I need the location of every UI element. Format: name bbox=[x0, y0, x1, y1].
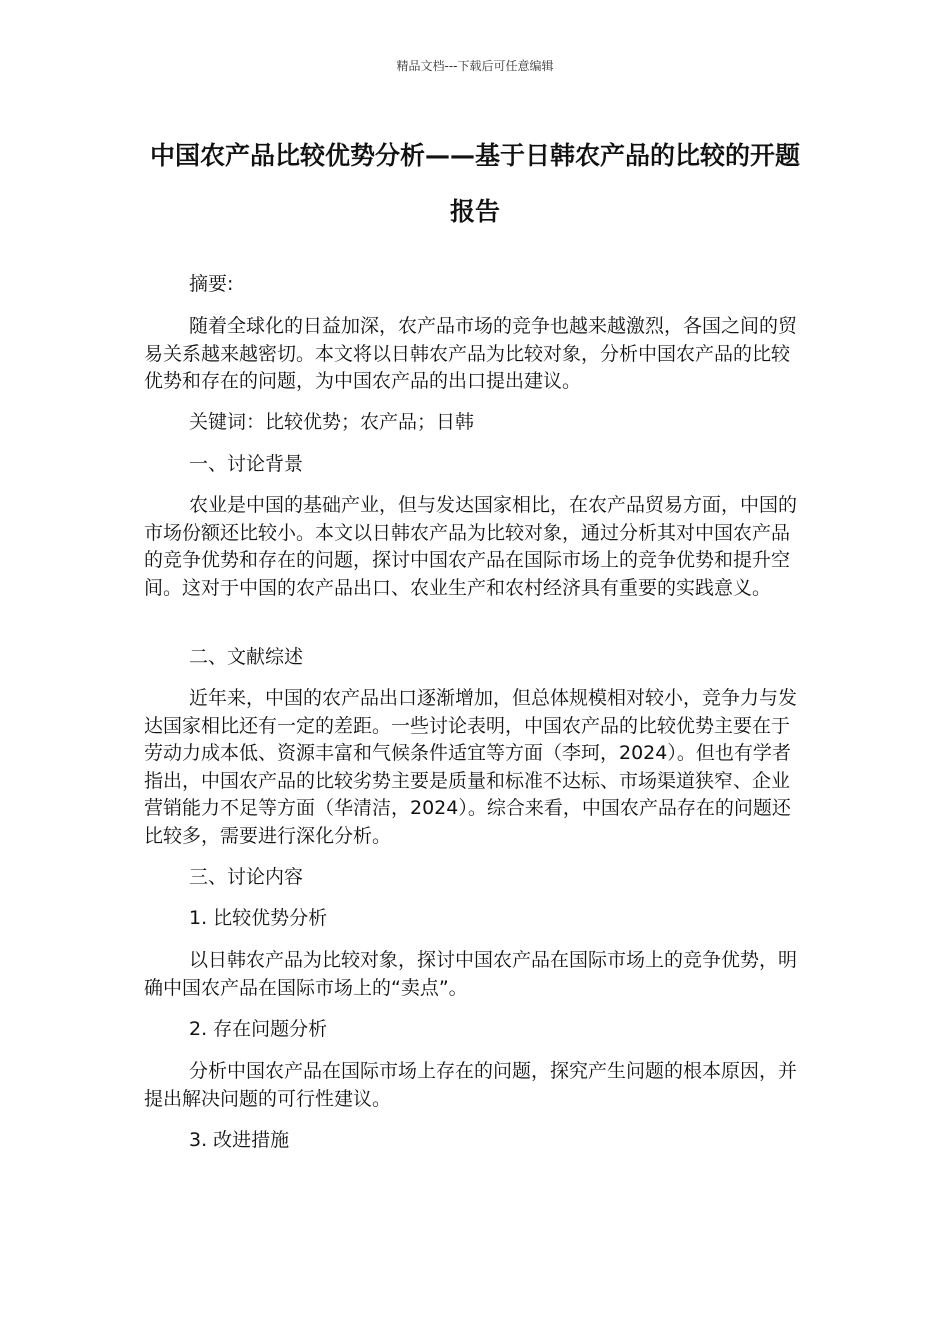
section1-heading: 一、讨论背景 bbox=[189, 453, 304, 475]
section1-text: 农业是中国的基础产业，但与发达国家相比，在农产品贸易方面，中国的市场份额还比较小。本文以日韩农产品为比较对象，通过分析其对中国农产品的竞争优势和存在的问题，探讨中国农产品在国际市场上的竞争优势和提升空间。这对于中国的农产品出口、农业生产和农村经济具有重要的实践意义。 bbox=[144, 494, 798, 599]
section2-text: 近年来，中国的农产品出口逐渐增加，但总体规模相对较小，竞争力与发达国家相比还有一定的差距。一些讨论表明，中国农产品的比较优势主要在于劳动力成本低、资源丰富和气候条件适宜等方面（李珂，2024）。但也有学者指出，中国农产品的比较劣势主要是质量和标准不达标、市场渠道狭窄、企业营销能力不足等方面（华清洁，2024）。综合来看，中国农产品存在的问题还比较多，需要进行深化分析。 bbox=[144, 687, 798, 847]
item2-heading: 2. 存在问题分析 bbox=[189, 1018, 328, 1040]
abstract-text: 随着全球化的日益加深，农产品市场的竞争也越来越激烈，各国之间的贸易关系越来越密切。本文将以日韩农产品为比较对象，分析中国农产品的比较优势和存在的问题，为中国农产品的出口提出建议。 bbox=[144, 315, 798, 392]
keywords: 关键词：比较优势；农产品；日韩 bbox=[189, 411, 475, 433]
item1-heading: 1. 比较优势分析 bbox=[189, 907, 328, 929]
document-title: 中国农产品比较优势分析——基于日韩农产品的比较的开题报告 bbox=[149, 141, 800, 226]
item2-text: 分析中国农产品在国际市场上存在的问题，探究产生问题的根本原因，并提出解决问题的可行性建议。 bbox=[144, 1060, 798, 1110]
item1-text: 以日韩农产品为比较对象，探讨中国农产品在国际市场上的竞争优势，明确中国农产品在国际市场上的“卖点”。 bbox=[144, 949, 798, 999]
section2-heading: 二、文献综述 bbox=[189, 646, 304, 668]
item3-heading: 3. 改进措施 bbox=[189, 1129, 290, 1151]
header-note: 精品文档---下载后可任意编辑 bbox=[396, 59, 554, 73]
abstract-label: 摘要: bbox=[189, 273, 234, 295]
section3-heading: 三、讨论内容 bbox=[189, 866, 304, 888]
